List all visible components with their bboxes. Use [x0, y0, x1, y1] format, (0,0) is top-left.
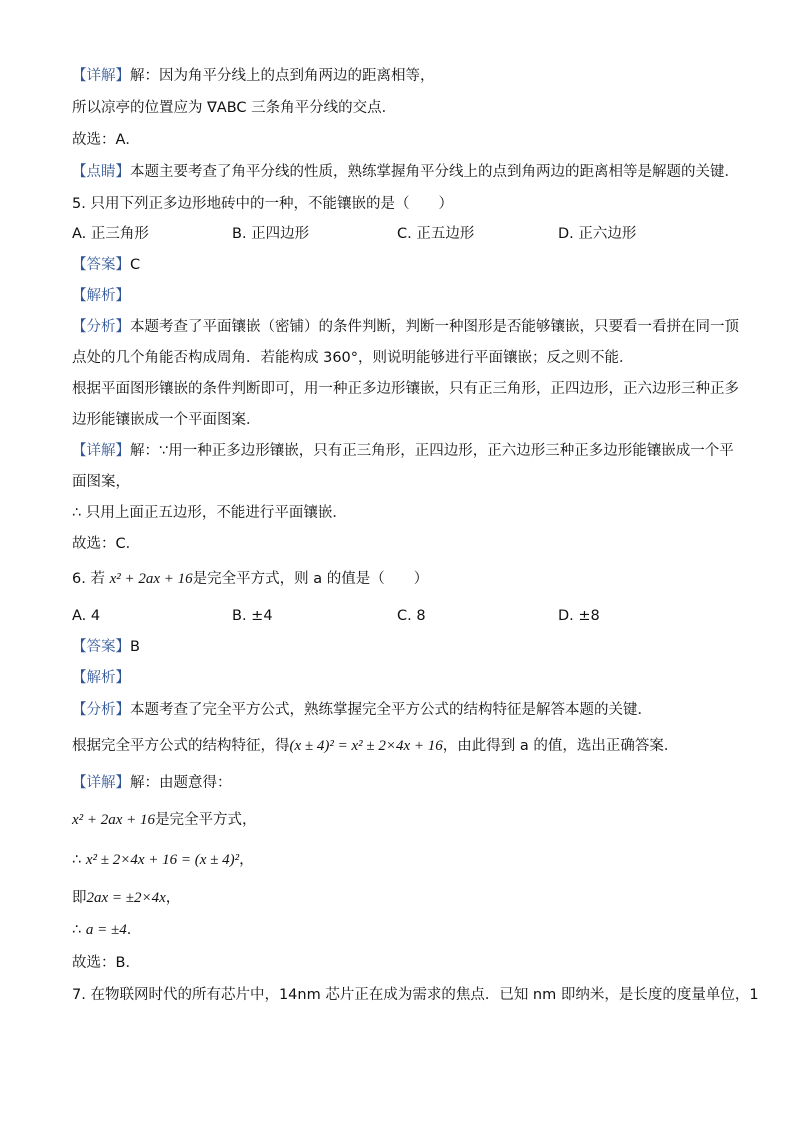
q6-para-line: 根据完全平方公式的结构特征，得(x ± 4)² = x² ± 2×4x + 16，由此得到 a 的值，选出正确答案． — [72, 738, 679, 754]
q6-step-3: 即2ax = ±2×4x， — [72, 890, 181, 906]
q6-stem-expression: x² + 2ax + 16 — [109, 571, 193, 587]
answer-label: 【答案】 — [72, 257, 130, 273]
q6-option-b: B. ±4 — [232, 608, 273, 624]
q5-choose: 故选：C． — [72, 536, 141, 552]
q5-answer-line — [72, 255, 140, 275]
q4-choose: 故选：A． — [72, 132, 140, 148]
q6-para-expression: (x ± 4)² = x² ± 2×4x + 16 — [289, 738, 443, 754]
q5-para-line2: 边形能镶嵌成一个平面图案． — [72, 412, 261, 428]
q5-option-a: A. 正三角形 — [72, 226, 149, 242]
q6-fenxi-line: 【分析】本题考查了完全平方公式，熟练掌握完全平方公式的结构特征是解答本题的关键． — [72, 702, 652, 718]
q5-analysis-label: 【解析】 — [72, 288, 130, 304]
detail-label: 【详解】 — [72, 68, 130, 84]
q5-option-c: C. 正五边形 — [397, 226, 475, 242]
q6-option-c: C. 8 — [397, 608, 426, 624]
q6-option-d: D. ±8 — [558, 608, 600, 624]
q5-option-d: D. 正六边形 — [558, 226, 637, 242]
q7-stem: 7. 在物联网时代的所有芯片中，14nm 芯片正在成为需求的焦点．已知 nm 即纳米，是长度的度量单位，1 — [72, 987, 759, 1003]
q6-choose: 故选：B． — [72, 955, 140, 971]
q4-detail-line — [72, 66, 435, 86]
q6-stem: 6. 若 x² + 2ax + 16是完全平方式，则 a 的值是（ ） — [72, 571, 429, 587]
q4-conclusion: 所以凉亭的位置应为 ∇ABC 三条角平分线的交点． — [72, 100, 397, 116]
answer-value: C — [130, 257, 141, 273]
q5-stem: 5. 只用下列正多边形地砖中的一种，不能镶嵌的是（ ） — [72, 196, 453, 212]
q5-detail-line3: ∴ 只用上面正五边形，不能进行平面镶嵌． — [72, 505, 347, 521]
detail-text: 解：因为角平分线上的点到角两边的距离相等， — [130, 68, 435, 84]
q6-option-a: A. 4 — [72, 608, 101, 624]
q6-step-2: ∴ x² ± 2×4x + 16 = (x ± 4)²， — [72, 852, 254, 868]
answer-label: 【答案】 — [72, 639, 130, 655]
q5-fenxi-line2: 点处的几个角能否构成周角．若能构成 360°，则说明能够进行平面镶嵌；反之则不能． — [72, 350, 634, 366]
detail-label: 【详解】 — [72, 775, 130, 791]
q4-comment-line — [72, 162, 739, 182]
q6-analysis-label: 【解析】 — [72, 670, 130, 686]
q6-step-1: x² + 2ax + 16是完全平方式， — [72, 812, 257, 828]
comment-label: 【点睛】 — [72, 164, 130, 180]
q5-option-b: B. 正四边形 — [232, 226, 310, 242]
q5-fenxi-line1: 【分析】本题考查了平面镶嵌（密铺）的条件判断，判断一种图形是否能够镶嵌，只要看一看拼在同一顶 — [72, 319, 739, 335]
fenxi-label: 【分析】 — [72, 319, 130, 335]
q5-detail-line2: 面图案， — [72, 474, 130, 490]
q6-answer-line — [72, 637, 140, 657]
q5-detail-line1: 【详解】解：∵用一种正多边形镶嵌，只有正三角形，正四边形，正六边形三种正多边形能镶嵌成一个平 — [72, 443, 734, 459]
detail-label: 【详解】 — [72, 443, 130, 459]
comment-text: 本题主要考查了角平分线的性质，熟练掌握角平分线上的点到角两边的距离相等是解题的关键． — [130, 164, 739, 180]
answer-value: B — [130, 639, 140, 655]
q5-para-line1: 根据平面图形镶嵌的条件判断即可，用一种正多边形镶嵌，只有正三角形，正四边形，正六边形三种正多 — [72, 381, 739, 397]
q6-step-4: ∴ a = ±4． — [72, 922, 142, 938]
fenxi-label: 【分析】 — [72, 702, 130, 718]
q6-detail-line: 【详解】解：由题意得： — [72, 775, 232, 791]
